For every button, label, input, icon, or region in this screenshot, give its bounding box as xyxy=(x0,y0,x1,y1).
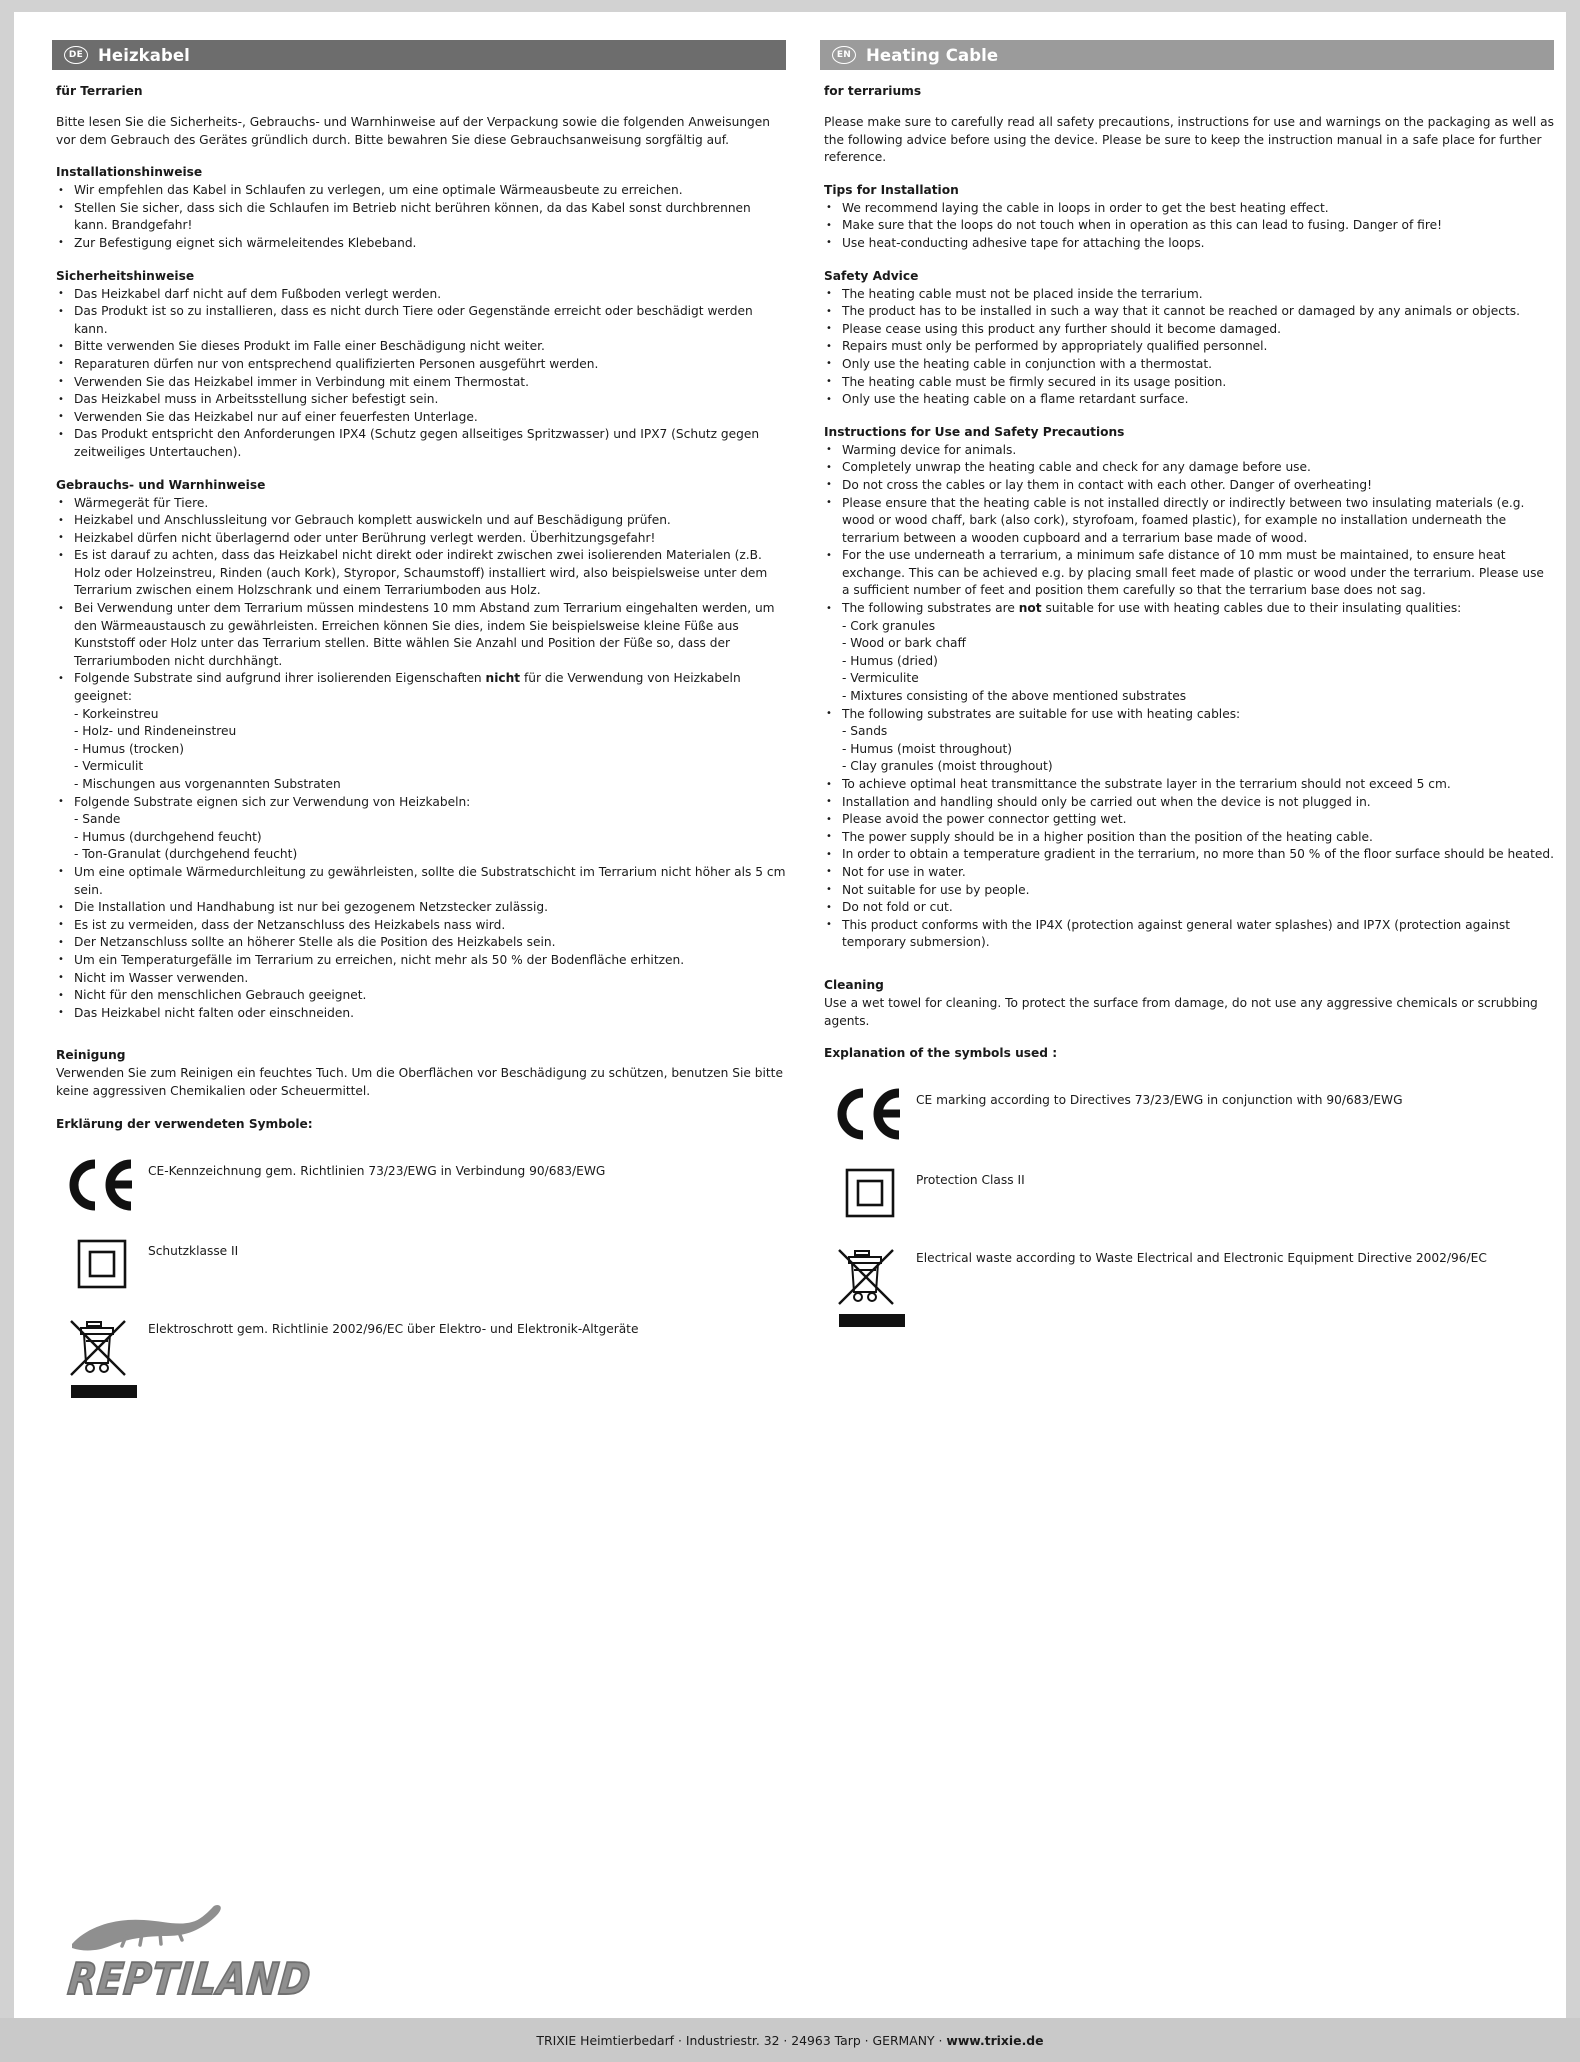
ce-marking-icon xyxy=(824,1086,916,1140)
reptiland-lizard-icon xyxy=(66,1900,334,1960)
list-safety-en xyxy=(820,286,1554,409)
subtitle-de: für Terrarien xyxy=(56,84,143,98)
sublist-item: - Humus (moist throughout) xyxy=(842,741,1013,756)
list-item: • Die Installation und Handhabung ist nur bei gezogenem Netzstecker zulässig. xyxy=(56,899,786,917)
sublist-suitable-en xyxy=(842,723,1554,776)
page-border-left xyxy=(0,0,14,2062)
list-item: • Please avoid the power connector getting wet. xyxy=(824,811,1554,829)
list-item: • Completely unwrap the heating cable and check for any damage before use. xyxy=(824,459,1554,477)
list-item: • Bei Verwendung unter dem Terrarium müssen mindestens 10 mm Abstand zum Terrarium eingehalten werden, um den Wärmeaustausch zu gewährleisten. Erreichen können Sie dies, indem Sie beispielsweise kleine Füße aus Kunststoff oder Holz unter das Terrarium stellen. Bitte wählen Sie Anzahl und Position der Füße so, dass der Terrariumboden nicht durchhängt. xyxy=(56,600,786,670)
sublist-item: - Mischungen aus vorgenannten Substraten xyxy=(74,777,341,791)
list-item: • Only use the heating cable in conjunction with a thermostat. xyxy=(824,356,1554,374)
list-item-suitable-de xyxy=(56,794,786,864)
list-usage-en xyxy=(820,442,1554,952)
symbol-label-weee-de: Elektroschrott gem. Richtlinie 2002/96/EC über Elektro- und Elektronik-Altgeräte xyxy=(148,1321,639,1336)
sublist-suitable-de xyxy=(74,811,786,864)
sublist-item: - Humus (dried) xyxy=(842,653,938,668)
list-item: • The heating cable must not be placed inside the terrarium. xyxy=(824,286,1554,304)
list-item: • Zur Befestigung eignet sich wärmeleitendes Klebeband. xyxy=(56,235,786,253)
heading-usage-en: Instructions for Use and Safety Precautions xyxy=(824,424,1125,439)
list-item-unsuitable-en xyxy=(824,600,1554,706)
intro-paragraph-de: Bitte lesen Sie die Sicherheits-, Gebrauchs- und Warnhinweise auf der Verpackung sowie die folgenden Anweisungen vor dem Gebrauch des Gerätes gründlich durch. Bitte bewahren Sie diese Gebrauchsanweisung sorgfältig auf. xyxy=(56,115,771,147)
list-item: • Not for use in water. xyxy=(824,864,1554,882)
sublist-item: - Ton-Granulat (durchgehend feucht) xyxy=(74,847,298,862)
text-lead: The following substrates are suitable for use with heating cables: xyxy=(842,706,1241,721)
list-item: • Not suitable for use by people. xyxy=(824,882,1554,900)
list-item: • The heating cable must be firmly secured in its usage position. xyxy=(824,374,1554,392)
sublist-item: - Clay granules (moist throughout) xyxy=(842,759,1053,774)
list-item: • Das Heizkabel muss in Arbeitsstellung sicher befestigt sein. xyxy=(56,391,786,409)
heading-installation-de: Installationshinweise xyxy=(56,165,203,180)
list-item: • Heizkabel dürfen nicht überlagernd oder unter Berührung verlegt werden. Überhitzungsgefahr! xyxy=(56,530,786,548)
sublist-unsuitable-en xyxy=(842,618,1554,706)
footer-address: TRIXIE Heimtierbedarf · Industriestr. 32 · 24963 Tarp · GERMANY · xyxy=(536,2032,947,2048)
text-lead-tail: für die Verwendung von Heizkabeln geeignet: xyxy=(74,671,741,704)
subtitle-en: for terrariums xyxy=(824,84,922,98)
footer-company-line xyxy=(536,2033,1043,2048)
list-item: • Es ist zu vermeiden, dass der Netzanschluss des Heizkabels nass wird. xyxy=(56,917,786,935)
page-border-right xyxy=(1566,0,1580,2062)
list-item: • Das Produkt ist so zu installieren, dass es nicht durch Tiere oder Gegenstände erreicht oder beschädigt werden kann. xyxy=(56,303,786,338)
heading-safety-en: Safety Advice xyxy=(824,268,919,283)
reptiland-wordmark: REPTILAND xyxy=(65,1953,314,2005)
symbol-label-class2-de: Schutzklasse II xyxy=(148,1243,239,1258)
title-en: Heating Cable xyxy=(866,45,999,65)
list-item: • The power supply should be in a higher position than the position of the heating cable. xyxy=(824,829,1554,847)
list-item: • Please ensure that the heating cable is not installed directly or indirectly between two insulating materials (e.g. wood or wood chaff, bark (also cork), styrofoam, foamed plastic), for example no installation underneath the terrarium between a wooden cupboard and a terrarium base made of wood. xyxy=(824,495,1554,548)
list-safety-de xyxy=(52,286,786,462)
symbol-row-ce-de xyxy=(56,1157,786,1211)
heading-installation-en: Tips for Installation xyxy=(824,182,959,197)
text-lead: The following substrates are xyxy=(842,601,1019,616)
weee-crossed-bin-icon xyxy=(824,1244,916,1327)
column-german xyxy=(52,40,786,1424)
list-item: • Repairs must only be performed by appropriately qualified personnel. xyxy=(824,338,1554,356)
language-banner-en xyxy=(820,40,1554,70)
list-item: • In order to obtain a temperature gradient in the terrarium, no more than 50 % of the floor surface should be heated. xyxy=(824,846,1554,864)
language-badge-de-icon: DE xyxy=(64,46,88,64)
list-item: • Only use the heating cable on a flame retardant surface. xyxy=(824,391,1554,409)
title-de: Heizkabel xyxy=(98,45,190,65)
ce-marking-icon xyxy=(56,1157,148,1211)
text-lead: Folgende Substrate eignen sich zur Verwendung von Heizkabeln: xyxy=(74,794,471,809)
column-english xyxy=(820,40,1554,1424)
symbol-label-class2-en: Protection Class II xyxy=(916,1173,1025,1188)
symbol-label-ce-en: CE marking according to Directives 73/23/EWG in conjunction with 90/683/EWG xyxy=(916,1093,1403,1108)
list-item: • Um ein Temperaturgefälle im Terrarium zu erreichen, nicht mehr als 50 % der Bodenfläche erhitzen. xyxy=(56,952,786,970)
list-usage-de xyxy=(52,495,786,1023)
heading-symbols-en: Explanation of the symbols used : xyxy=(824,1046,1058,1061)
list-item: • Nicht für den menschlichen Gebrauch geeignet. xyxy=(56,987,786,1005)
text-lead: Folgende Substrate sind aufgrund ihrer isolierenden Eigenschaften xyxy=(74,671,486,686)
weee-crossed-bin-icon xyxy=(56,1315,148,1398)
list-item: • Make sure that the loops do not touch when in operation as this can lead to fusing. Danger of fire! xyxy=(824,217,1554,235)
list-item: • Heizkabel und Anschlussleitung vor Gebrauch komplett auswickeln und auf Beschädigung prüfen. xyxy=(56,512,786,530)
symbol-row-weee-en xyxy=(824,1244,1554,1327)
list-item: • Stellen Sie sicher, dass sich die Schlaufen im Betrieb nicht berühren können, da das Kabel sonst durchbrennen kann. Brandgefahr! xyxy=(56,200,786,235)
sublist-item: - Sande xyxy=(74,812,121,827)
list-item: • Please cease using this product any further should it become damaged. xyxy=(824,321,1554,339)
heading-safety-de: Sicherheitshinweise xyxy=(56,268,195,283)
list-item: • This product conforms with the IP4X (protection against general water splashes) and IP7X (protection against temporary submersion). xyxy=(824,917,1554,952)
text-emphasis-not: nicht xyxy=(485,671,521,686)
list-item: • Do not cross the cables or lay them in contact with each other. Danger of overheating! xyxy=(824,477,1554,495)
text-lead-tail: suitable for use with heating cables due to their insulating qualities: xyxy=(1041,601,1462,616)
weee-underline-bar xyxy=(71,1385,137,1398)
cleaning-text-de: Verwenden Sie zum Reinigen ein feuchtes Tuch. Um die Oberflächen vor Beschädigung zu schützen, benutzen Sie bitte keine aggressiven Chemikalien oder Scheuermittel. xyxy=(56,1066,783,1098)
symbol-row-weee-de xyxy=(56,1315,786,1398)
page-footer xyxy=(0,2018,1580,2062)
list-item-unsuitable-de xyxy=(56,670,786,793)
weee-underline-bar xyxy=(839,1314,905,1327)
heading-symbols-de: Erklärung der verwendeten Symbole: xyxy=(56,1116,313,1131)
list-item: • For the use underneath a terrarium, a minimum safe distance of 10 mm must be maintained, to ensure heat exchange. This can be achieved e.g. by placing small feet made of plastic or wood under the terrarium. Please use a sufficient number of feet and position them carefully so that the terrarium base does not sag. xyxy=(824,547,1554,600)
sublist-item: - Sands xyxy=(842,724,888,739)
sublist-item: - Vermiculit xyxy=(74,759,144,774)
list-item: • Das Heizkabel nicht falten oder einschneiden. xyxy=(56,1005,786,1023)
list-item: • Reparaturen dürfen nur von entsprechend qualifizierten Personen ausgeführt werden. xyxy=(56,356,786,374)
symbols-block-de xyxy=(56,1157,786,1398)
list-installation-en xyxy=(820,200,1554,253)
sublist-item: - Humus (durchgehend feucht) xyxy=(74,829,262,844)
sublist-item: - Mixtures consisting of the above mentioned substrates xyxy=(842,689,1187,704)
protection-class-2-icon xyxy=(56,1237,148,1289)
list-item: • Use heat-conducting adhesive tape for attaching the loops. xyxy=(824,235,1554,253)
list-item: • Warming device for animals. xyxy=(824,442,1554,460)
symbol-row-class2-de xyxy=(56,1237,786,1289)
list-item: • Es ist darauf zu achten, dass das Heizkabel nicht direkt oder indirekt zwischen zwei isolierenden Materialen (z.B. Holz oder Holzeinstreu, Rinden (auch Kork), Styropor, Schaumstoff) installiert wird, also beispielsweise unter dem Terrarium zwischen einem Holzschrank und einem Terrariumboden aus Holz. xyxy=(56,547,786,600)
list-item: • Wir empfehlen das Kabel in Schlaufen zu verlegen, um eine optimale Wärmeausbeute zu erreichen. xyxy=(56,182,786,200)
list-item: • Verwenden Sie das Heizkabel nur auf einer feuerfesten Unterlage. xyxy=(56,409,786,427)
sublist-item: - Humus (trocken) xyxy=(74,741,185,756)
list-item: • Installation and handling should only be carried out when the device is not plugged in. xyxy=(824,794,1554,812)
list-item: • Bitte verwenden Sie dieses Produkt im Falle einer Beschädigung nicht weiter. xyxy=(56,338,786,356)
sublist-item: - Cork granules xyxy=(842,618,936,633)
list-item: • To achieve optimal heat transmittance the substrate layer in the terrarium should not exceed 5 cm. xyxy=(824,776,1554,794)
text-emphasis-not: not xyxy=(1018,601,1042,616)
list-item: • The product has to be installed in such a way that it cannot be reached or damaged by any animals or objects. xyxy=(824,303,1554,321)
language-banner-de xyxy=(52,40,786,70)
list-item: • Nicht im Wasser verwenden. xyxy=(56,970,786,988)
footer-website: www.trixie.de xyxy=(946,2032,1044,2048)
two-column-layout xyxy=(14,12,1566,1424)
reptiland-logo xyxy=(65,1900,366,2005)
language-badge-en-icon: EN xyxy=(832,46,856,64)
sublist-unsuitable-de xyxy=(74,706,786,794)
list-item-suitable-en xyxy=(824,706,1554,776)
page-content xyxy=(14,12,1566,2062)
sublist-item: - Vermiculite xyxy=(842,671,919,686)
intro-paragraph-en: Please make sure to carefully read all safety precautions, instructions for use and warnings on the packaging as well as the following advice before using the device. Please be sure to keep the instruction manual in a safe place for further reference. xyxy=(824,115,1554,165)
symbol-label-weee-en: Electrical waste according to Waste Electrical and Electronic Equipment Directive 2002/96/EC xyxy=(916,1251,1487,1266)
symbol-row-ce-en xyxy=(824,1086,1554,1140)
list-item: • We recommend laying the cable in loops in order to get the best heating effect. xyxy=(824,200,1554,218)
cleaning-text-en: Use a wet towel for cleaning. To protect the surface from damage, do not use any aggressive chemicals or scrubbing agents. xyxy=(824,995,1538,1028)
list-item: • Do not fold or cut. xyxy=(824,899,1554,917)
sublist-item: - Korkeinstreu xyxy=(74,706,159,721)
symbol-label-ce-de: CE-Kennzeichnung gem. Richtlinien 73/23/EWG in Verbindung 90/683/EWG xyxy=(148,1163,606,1178)
symbol-row-class2-en xyxy=(824,1166,1554,1218)
list-item: • Um eine optimale Wärmedurchleitung zu gewährleisten, sollte die Substratschicht im Terrarium nicht höher als 5 cm sein. xyxy=(56,864,786,899)
heading-usage-de: Gebrauchs- und Warnhinweise xyxy=(56,477,266,492)
list-installation-de xyxy=(52,182,786,252)
sublist-item: - Wood or bark chaff xyxy=(842,636,966,651)
list-item: • Das Heizkabel darf nicht auf dem Fußboden verlegt werden. xyxy=(56,286,786,304)
heading-cleaning-de: Reinigung xyxy=(56,1048,126,1063)
list-item: • Das Produkt entspricht den Anforderungen IPX4 (Schutz gegen allseitiges Spritzwasser) und IPX7 (Schutz gegen zeitweiliges Untertauchen). xyxy=(56,426,786,461)
sublist-item: - Holz- und Rindeneinstreu xyxy=(74,724,237,739)
protection-class-2-icon xyxy=(824,1166,916,1218)
list-item: • Verwenden Sie das Heizkabel immer in Verbindung mit einem Thermostat. xyxy=(56,374,786,392)
symbols-block-en xyxy=(824,1086,1554,1327)
page-border-top xyxy=(0,0,1580,12)
list-item: • Der Netzanschluss sollte an höherer Stelle als die Position des Heizkabels sein. xyxy=(56,934,786,952)
list-item: • Wärmegerät für Tiere. xyxy=(56,495,786,513)
heading-cleaning-en: Cleaning xyxy=(824,977,884,992)
